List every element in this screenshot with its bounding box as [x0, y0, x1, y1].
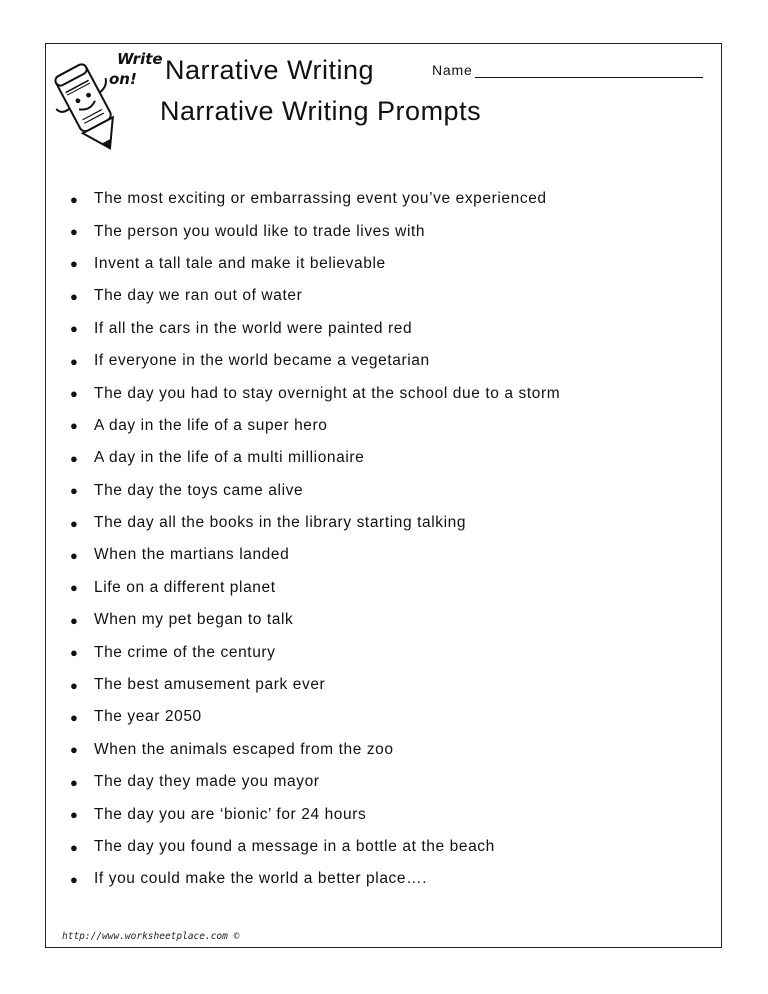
- bullet-icon: ●: [70, 742, 79, 758]
- list-item: [70, 669, 710, 701]
- bullet-icon: ●: [70, 353, 79, 369]
- logo-text-line1: Write: [117, 50, 163, 68]
- footer-url: http://www.worksheetplace.com ©: [62, 931, 240, 942]
- list-item: [70, 734, 710, 766]
- prompt-text: If all the cars in the world were painted red: [94, 319, 413, 337]
- page-title: Narrative Writing: [165, 55, 375, 85]
- list-item: [70, 248, 710, 280]
- list-item: [70, 539, 710, 571]
- prompt-text: When my pet began to talk: [94, 611, 294, 629]
- list-item: [70, 377, 710, 409]
- prompt-text: The day they made you mayor: [94, 773, 320, 791]
- logo-text-line2: on!: [109, 70, 137, 88]
- prompt-list: [70, 183, 710, 896]
- prompt-text: The day you are ‘bionic’ for 24 hours: [94, 805, 367, 823]
- list-item: [70, 636, 710, 668]
- bullet-icon: ●: [70, 418, 79, 434]
- bullet-icon: ●: [70, 547, 79, 563]
- prompt-text: The crime of the century: [94, 643, 276, 661]
- bullet-icon: ●: [70, 774, 79, 790]
- bullet-icon: ●: [70, 256, 79, 272]
- bullet-icon: ●: [70, 839, 79, 855]
- bullet-icon: ●: [70, 288, 79, 304]
- list-item: [70, 442, 710, 474]
- bullet-icon: ●: [70, 580, 79, 596]
- prompt-text: The most exciting or embarrassing event you’ve experienced: [94, 190, 547, 208]
- bullet-icon: ●: [70, 450, 79, 466]
- list-item: [70, 798, 710, 830]
- prompt-text: When the animals escaped from the zoo: [94, 740, 394, 758]
- list-item: [70, 572, 710, 604]
- prompt-text: The year 2050: [94, 708, 202, 726]
- page-subtitle: Narrative Writing Prompts: [160, 96, 482, 126]
- prompt-text: If you could make the world a better place….: [94, 870, 428, 888]
- prompt-text: A day in the life of a multi millionaire: [94, 449, 365, 467]
- list-item: [70, 766, 710, 798]
- list-item: [70, 313, 710, 345]
- prompt-text: The day we ran out of water: [94, 287, 303, 305]
- prompt-text: The person you would like to trade lives with: [94, 222, 426, 240]
- bullet-icon: ●: [70, 224, 79, 240]
- write-on-logo: [52, 48, 162, 158]
- list-item: [70, 183, 710, 215]
- prompt-text: Invent a tall tale and make it believable: [94, 254, 386, 272]
- name-label: Name: [432, 62, 473, 78]
- name-field[interactable]: [432, 62, 703, 78]
- list-item: [70, 507, 710, 539]
- bullet-icon: ●: [70, 612, 79, 628]
- bullet-icon: ●: [70, 321, 79, 337]
- prompt-text: The best amusement park ever: [94, 676, 326, 694]
- bullet-icon: ●: [70, 807, 79, 823]
- list-item: [70, 701, 710, 733]
- list-item: [70, 863, 710, 895]
- list-item: [70, 831, 710, 863]
- bullet-icon: ●: [70, 709, 79, 725]
- name-blank-line[interactable]: [475, 63, 703, 78]
- bullet-icon: ●: [70, 483, 79, 499]
- prompt-text: The day the toys came alive: [94, 481, 304, 499]
- list-item: [70, 280, 710, 312]
- bullet-icon: ●: [70, 871, 79, 887]
- list-item: [70, 475, 710, 507]
- list-item: [70, 410, 710, 442]
- prompt-text: The day you found a message in a bottle at the beach: [94, 838, 495, 855]
- prompt-text: The day all the books in the library starting talking: [94, 514, 467, 532]
- bullet-icon: ●: [70, 677, 79, 693]
- prompt-text: Life on a different planet: [94, 578, 276, 596]
- bullet-icon: ●: [70, 386, 79, 402]
- bullet-icon: ●: [70, 645, 79, 661]
- list-item: [70, 345, 710, 377]
- prompt-text: A day in the life of a super hero: [94, 416, 328, 434]
- list-item: [70, 604, 710, 636]
- list-item: [70, 215, 710, 247]
- bullet-icon: ●: [70, 191, 79, 207]
- prompt-text: When the martians landed: [94, 546, 290, 564]
- prompt-text: If everyone in the world became a vegetarian: [94, 352, 430, 370]
- bullet-icon: ●: [70, 515, 79, 531]
- prompt-text: The day you had to stay overnight at the school due to a storm: [94, 384, 561, 402]
